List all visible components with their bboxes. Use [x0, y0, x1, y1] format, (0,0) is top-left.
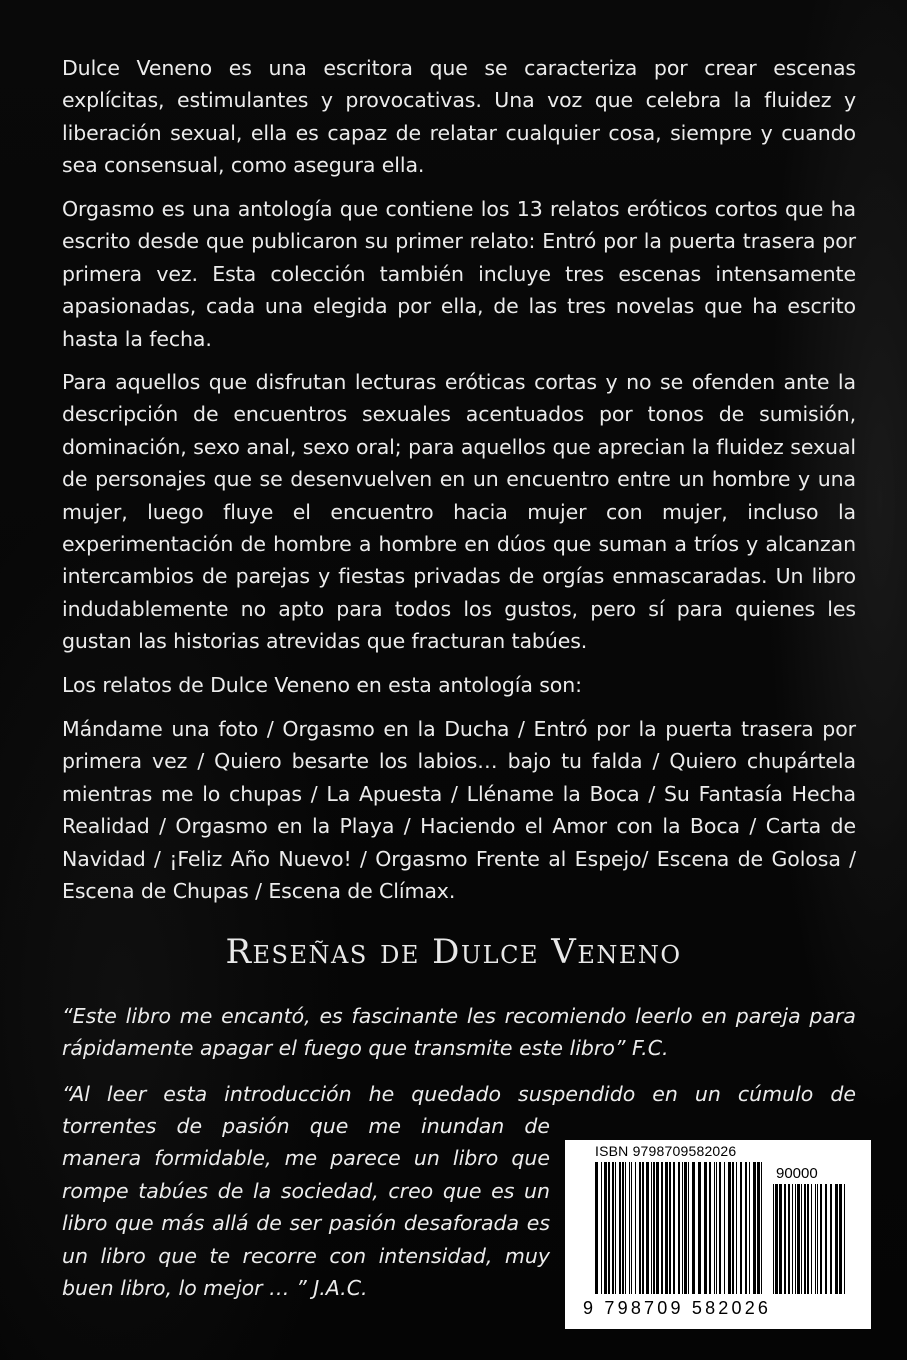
anthology-intro-paragraph: Orgasmo es una antología que contiene los 13 relatos eróticos cortos que ha escrito desde que publicaron su primer relato: Entró por la puerta trasera por primera vez. Esta colección también incluye tres escenas intensamente apasionadas, cada una elegida por ella, de las tres novelas que ha escrito hasta la fecha.: [62, 197, 856, 351]
review-quote-1: “Este libro me encantó, es fascinante les recomiendo leerlo en pareja para rápidamente apagar el fuego que transmite este libro” F.C.: [62, 1004, 856, 1061]
barcode-addon-bars-icon: [773, 1184, 847, 1294]
isbn-label: ISBN 9798709582026: [595, 1143, 737, 1159]
isbn-barcode: [565, 1140, 871, 1329]
author-intro-paragraph: Dulce Veneno es una escritora que se caracteriza por crear escenas explícitas, estimulantes y provocativas. Una voz que celebra la fluidez y liberación sexual, ella es capaz de relatar cualquier cosa, siempre y cuando sea consensual, como asegura ella.: [62, 56, 856, 178]
isbn-digits: 9 798709 582026: [583, 1298, 772, 1318]
price-code-label: 90000: [776, 1165, 818, 1182]
reviews-heading: Reseñas de Dulce Veneno: [225, 932, 682, 972]
stories-list: Mándame una foto / Orgasmo en la Ducha / Entró por la puerta trasera por primera vez / Quiero besarte los labios… bajo tu falda / Quiero chupártela mientras me lo chupas / La Apuesta / Lléname la Boca / Su Fantasía Hecha Realidad / Orgasmo en la Playa / Haciendo el Amor con la Boca / Carta de Navidad / ¡Feliz Año Nuevo! / Orgasmo Frente al Espejo/ Escena de Golosa / Escena de Chupas / Escena de Clímax.: [62, 717, 856, 904]
review-quote-2-first-line: “Al leer esta introducción he quedado suspendido en un cúmulo de: [62, 1082, 856, 1106]
stories-intro-line: Los relatos de Dulce Veneno en esta antología son:: [62, 673, 582, 697]
barcode-bars-icon: [595, 1162, 762, 1294]
audience-paragraph: Para aquellos que disfrutan lecturas eróticas cortas y no se ofenden ante la descripción de encuentros sexuales acentuados por tonos de sumisión, dominación, sexo anal, sexo oral; para aquellos que aprecian la fluidez sexual de personajes que se desenvuelven en un encuentro entre un hombre y una mujer, luego fluye el encuentro hacia mujer con mujer, incluso la experimentación de hombre a hombre en dúos que suman a tríos y alcanzan intercambios de parejas y fiestas privadas de orgías enmascaradas. Un libro indudablemente no apto para todos los gustos, pero sí para quienes les gustan las historias atrevidas que fracturan tabúes.: [62, 370, 856, 654]
review-quote-2-rest: torrentes de pasión que me inundan de manera formidable, me parece un libro que rompe tabúes de la sociedad, creo que es un libro que más allá de ser pasión desaforada es un libro que te recorre con intensidad, muy buen libro, lo mejor … ” J.A.C.: [62, 1114, 550, 1301]
